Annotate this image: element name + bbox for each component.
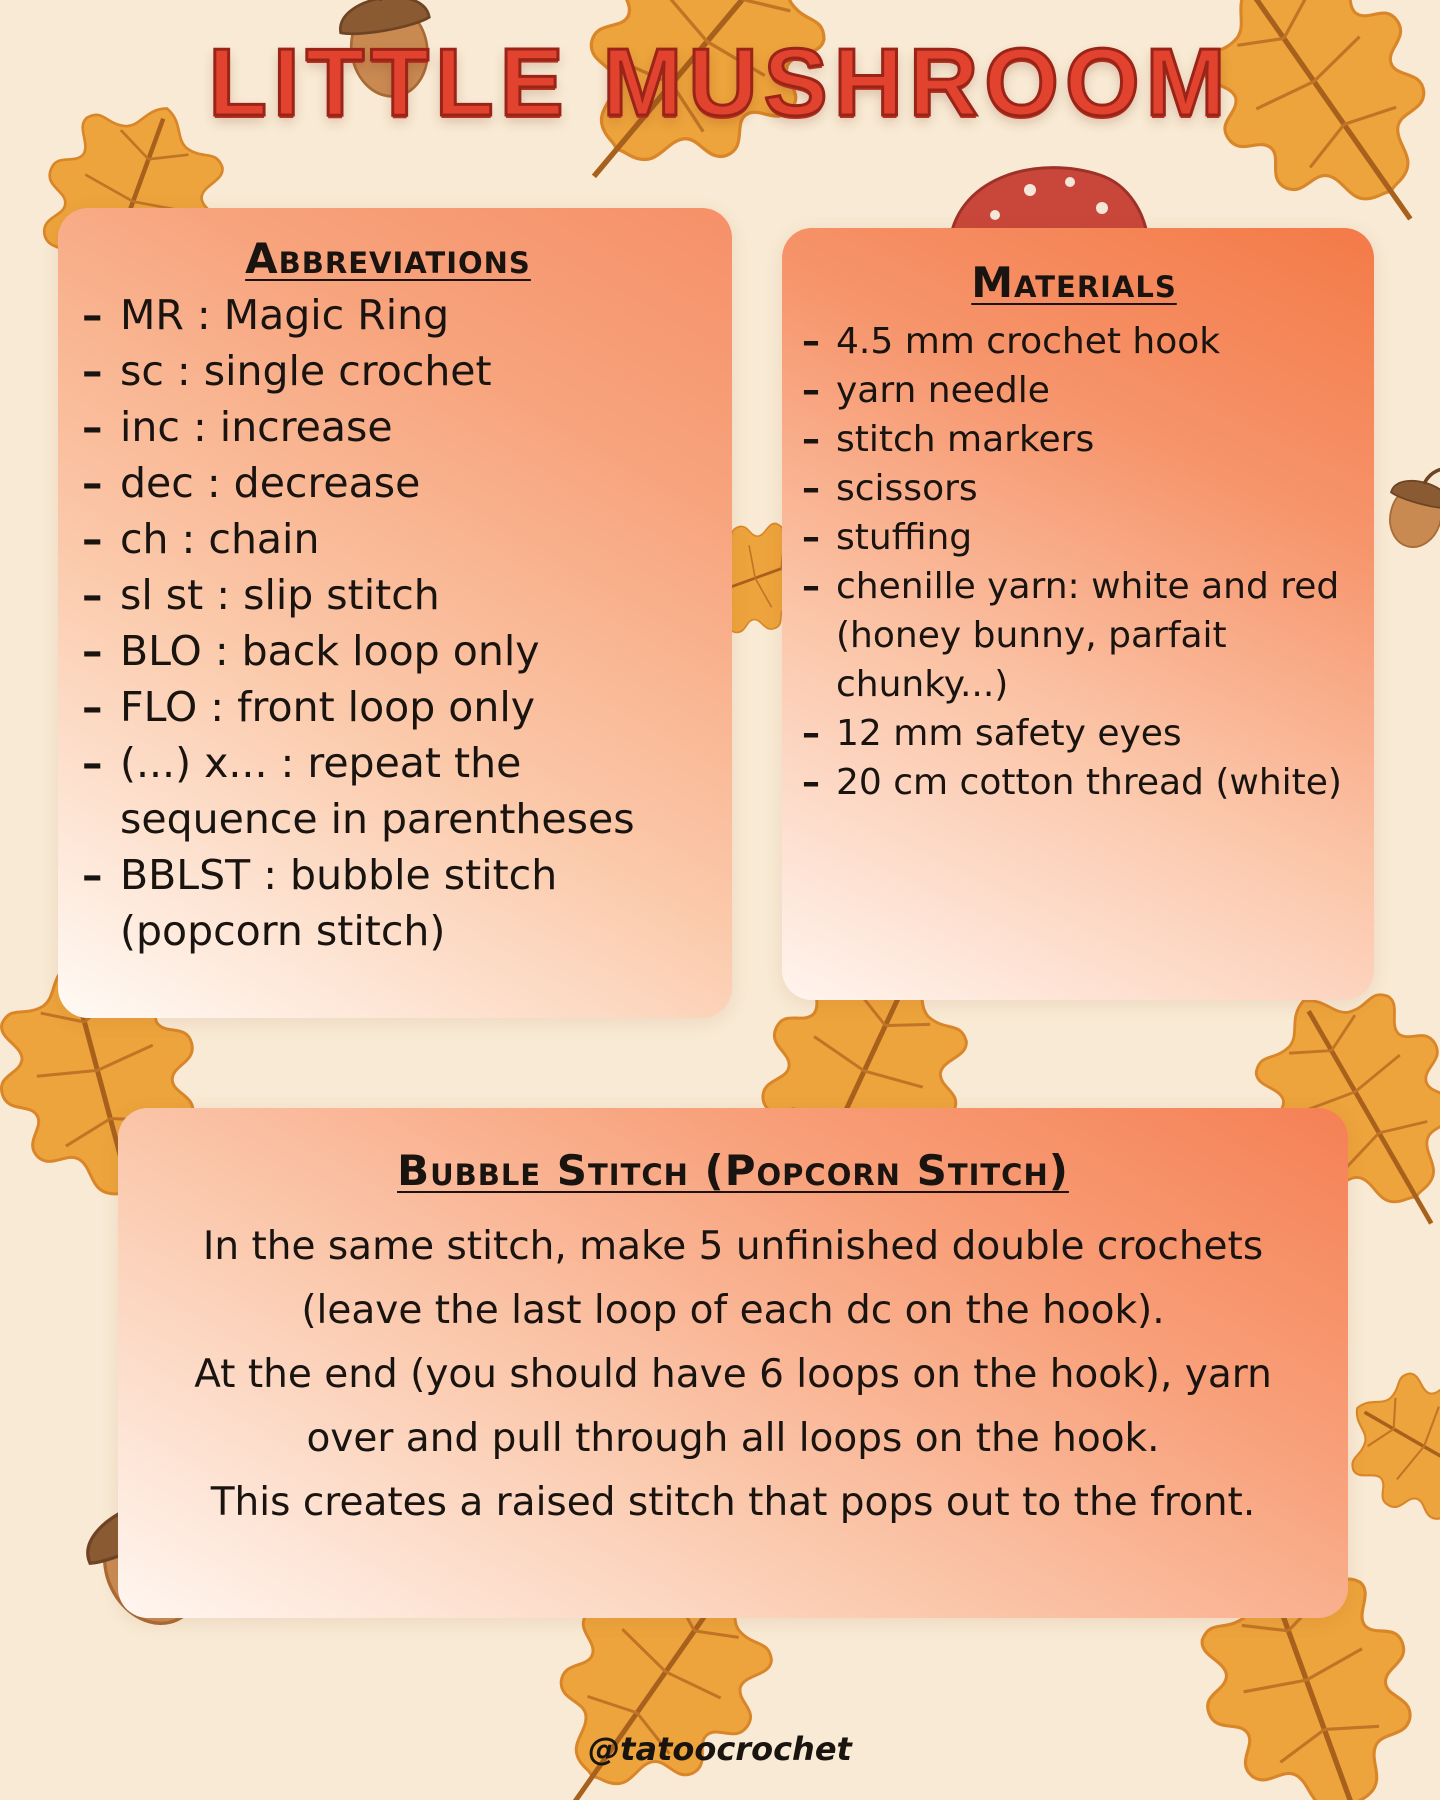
bubble-stitch-panel — [118, 1108, 1348, 1618]
list-item: – sc : single crochet — [74, 343, 702, 399]
list-item: – ch : chain — [74, 511, 702, 567]
abbreviations-panel — [58, 208, 732, 1018]
instruction-line: At the end (you should have 6 loops on the hook), yarn — [194, 1352, 1272, 1397]
author-handle: @tatoocrochet — [588, 1730, 852, 1768]
list-item: – stitch markers — [794, 415, 1354, 464]
page-title: LITTLE MUSHROOM — [208, 29, 1232, 136]
bubble-stitch-instructions — [148, 1215, 1318, 1535]
materials-panel — [782, 228, 1374, 1000]
materials-heading: Materials — [971, 258, 1177, 307]
list-item: – scissors — [794, 464, 1354, 513]
instruction-line: This creates a raised stitch that pops out to the front. — [210, 1480, 1256, 1525]
list-item: – inc : increase — [74, 399, 702, 455]
list-item: – BLO : back loop only — [74, 623, 702, 679]
abbreviations-list — [74, 287, 702, 959]
bubble-stitch-heading: Bubble Stitch (Popcorn Stitch) — [397, 1146, 1069, 1195]
list-item: – dec : decrease — [74, 455, 702, 511]
instruction-line: (leave the last loop of each dc on the hook). — [301, 1288, 1165, 1333]
list-item: – yarn needle — [794, 366, 1354, 415]
list-item: – FLO : front loop only — [74, 679, 702, 735]
list-item: – stuffing — [794, 513, 1354, 562]
list-item: – 4.5 mm crochet hook — [794, 317, 1354, 366]
instruction-line: over and pull through all loops on the hook. — [306, 1416, 1160, 1461]
list-item: – sl st : slip stitch — [74, 567, 702, 623]
list-item: – (...) x... : repeat the sequence in parentheses — [74, 735, 702, 847]
list-item: – MR : Magic Ring — [74, 287, 702, 343]
list-item: – BBLST : bubble stitch (popcorn stitch) — [74, 847, 702, 959]
abbreviations-heading: Abbreviations — [245, 234, 531, 283]
list-item: – chenille yarn: white and red (honey bunny, parfait chunky...) — [794, 562, 1354, 709]
materials-list — [794, 317, 1354, 807]
acorn-icon — [1379, 457, 1440, 554]
instruction-line: In the same stitch, make 5 unfinished double crochets — [202, 1224, 1264, 1269]
list-item: – 12 mm safety eyes — [794, 709, 1354, 758]
list-item: – 20 cm cotton thread (white) — [794, 758, 1354, 807]
